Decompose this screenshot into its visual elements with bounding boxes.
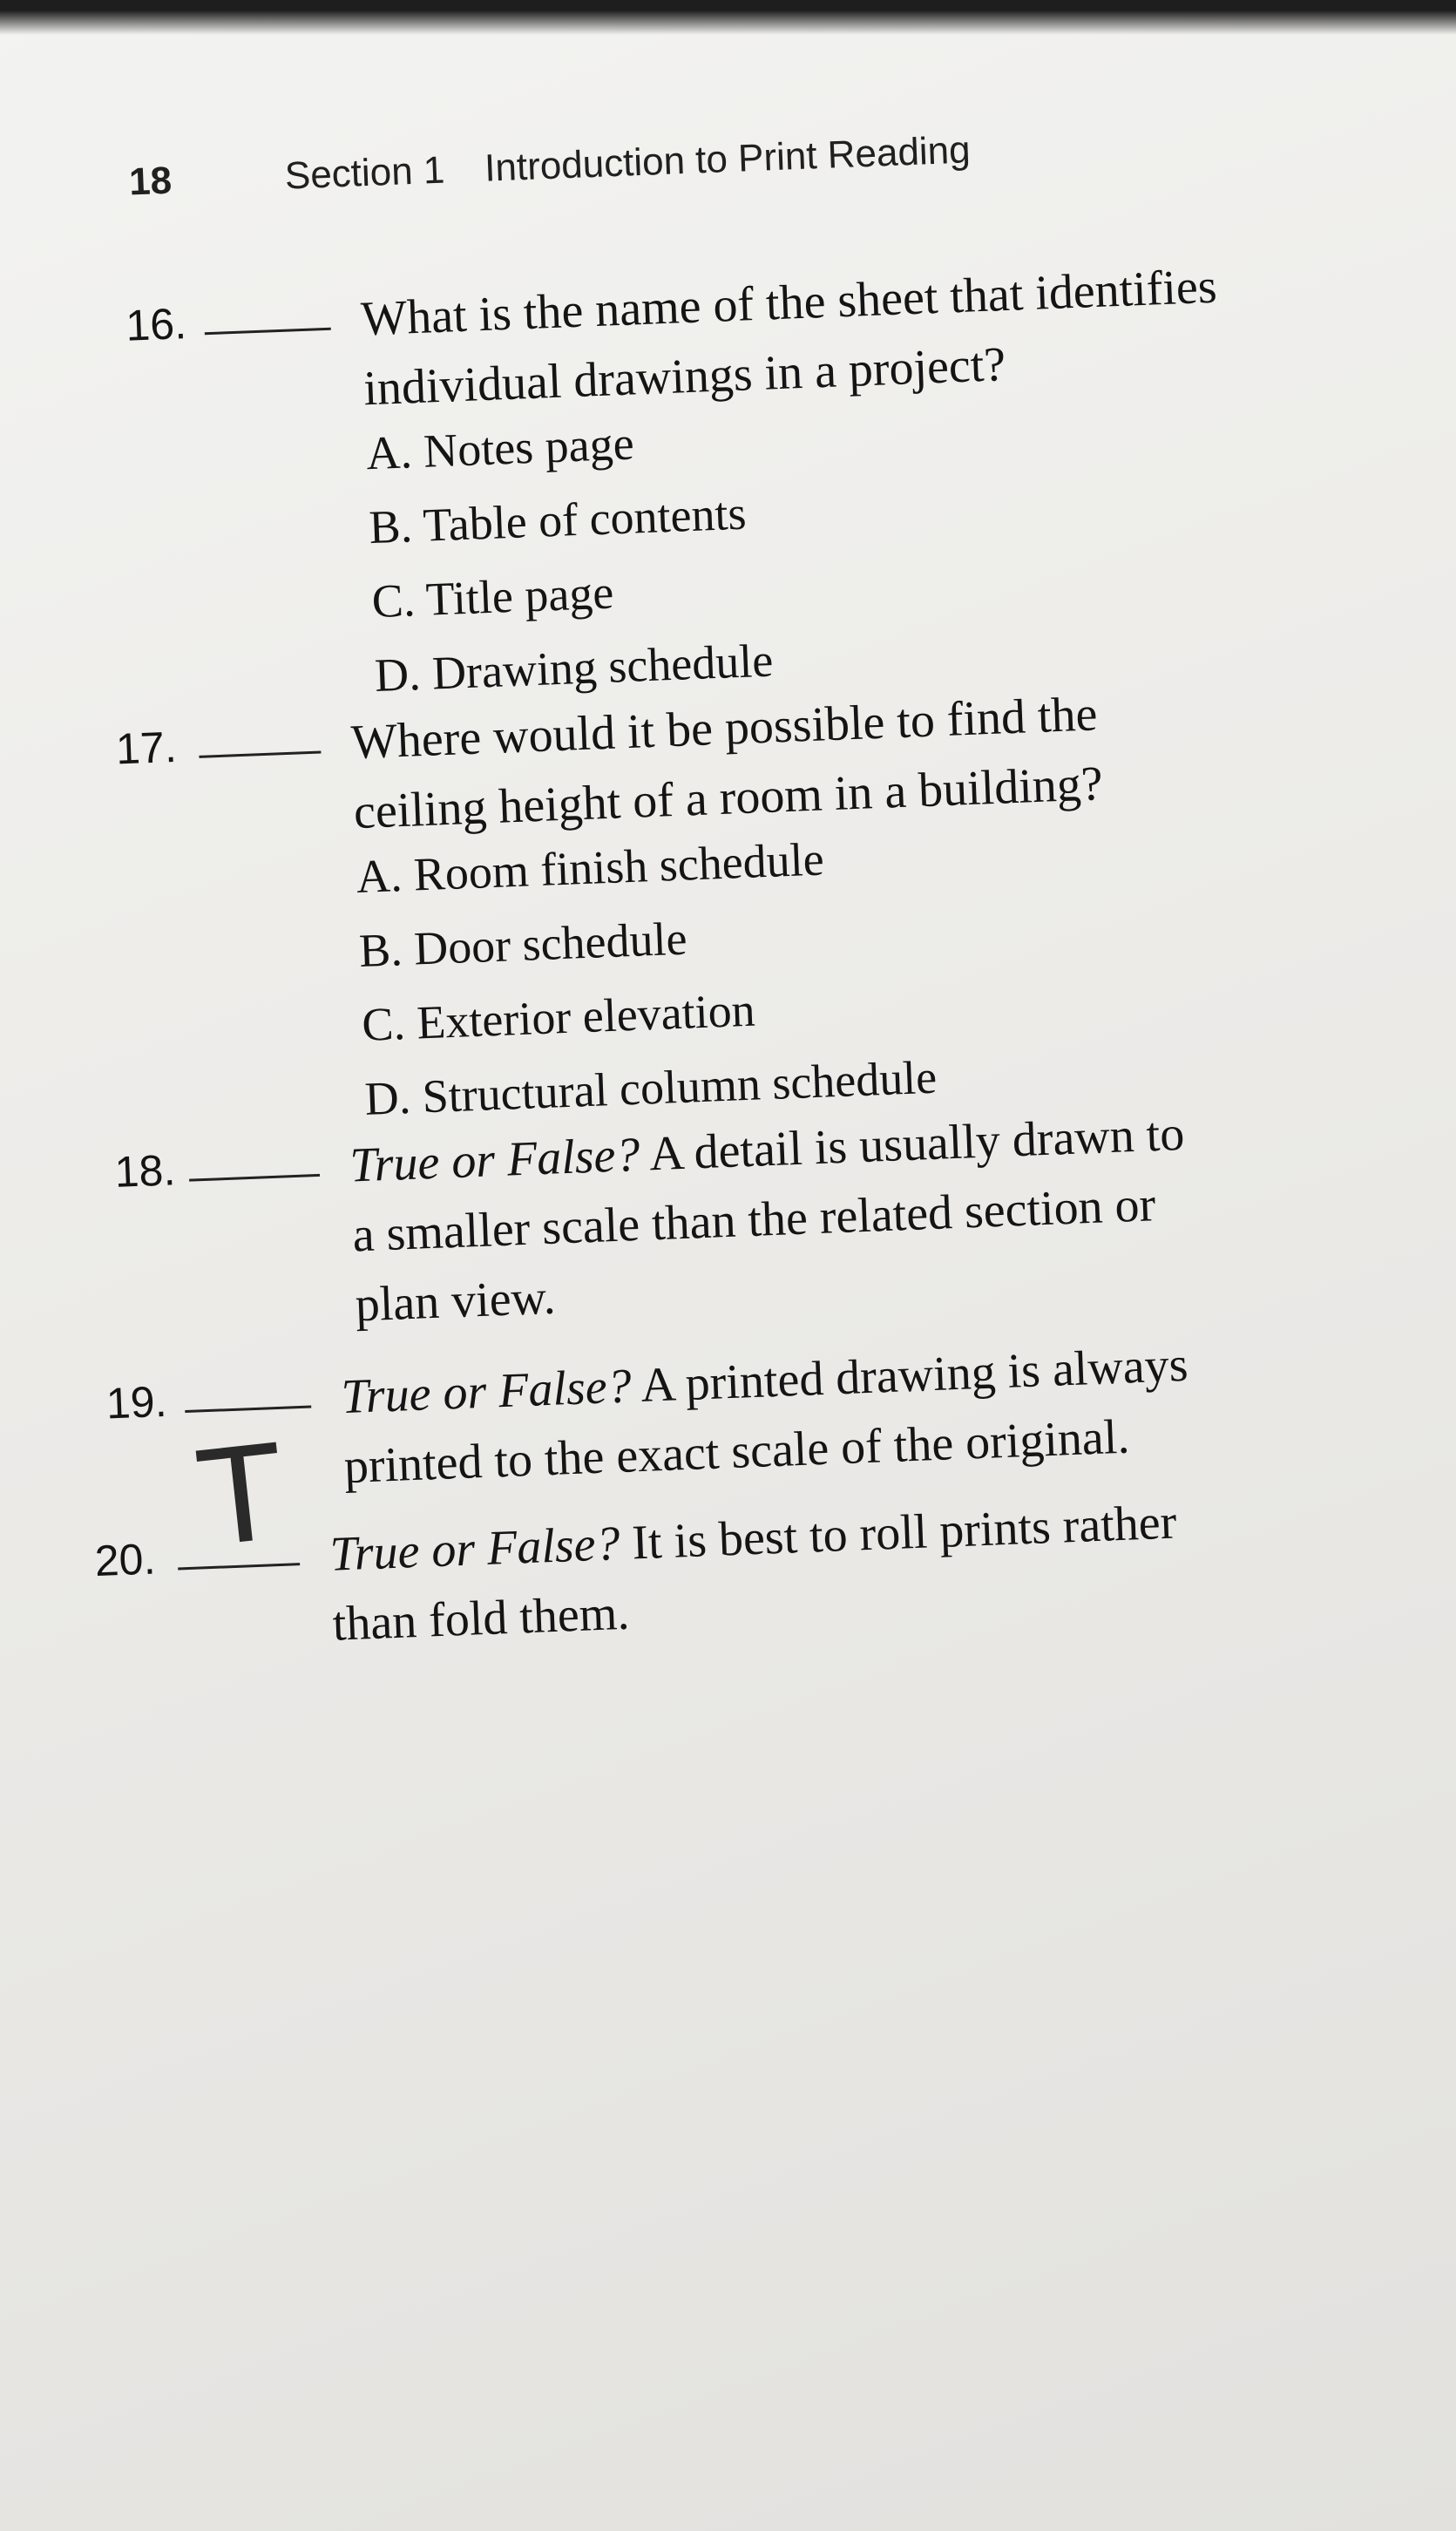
true-false-label: True or False? (349, 1127, 641, 1193)
question-stem (328, 1487, 1181, 1659)
question-number: 19. (105, 1376, 168, 1428)
option-c: C. Exterior elevation (361, 983, 756, 1051)
question-stem (349, 679, 1104, 847)
answer-blank[interactable] (185, 1405, 311, 1413)
section-label: Section 1 (284, 148, 446, 198)
option-a: A. Notes page (365, 417, 635, 480)
question-stem (340, 1330, 1192, 1502)
stem-line: ceiling height of a room in a building? (352, 757, 1104, 840)
option-d: D. Structural column schedule (363, 1050, 938, 1125)
stem-line: individual drawings in a project? (362, 337, 1007, 417)
stem-line: Where would it be possible to find the (349, 687, 1099, 770)
question-number: 18. (113, 1145, 177, 1197)
answer-blank[interactable] (205, 328, 331, 336)
true-false-label: True or False? (340, 1359, 633, 1425)
question-stem (360, 252, 1221, 424)
page-header (128, 128, 971, 204)
question-stem (349, 1099, 1191, 1340)
option-c: C. Title page (370, 566, 615, 628)
stem-line: A detail is usually drawn to (639, 1106, 1186, 1182)
option-b: B. Door schedule (358, 912, 688, 977)
question-number: 16. (125, 299, 187, 350)
option-a: A. Room finish schedule (355, 832, 825, 904)
answer-blank[interactable] (189, 1174, 320, 1182)
handwritten-answer: T (193, 1417, 289, 1578)
stem-line: printed to the exact scale of the original. (342, 1409, 1131, 1495)
option-d: D. Drawing schedule (373, 634, 775, 702)
stem-line: plan view. (354, 1270, 557, 1333)
question-number: 17. (115, 722, 178, 774)
stem-line: It is best to roll prints rather (619, 1495, 1178, 1571)
page-number: 18 (128, 159, 173, 204)
stem-line: A printed drawing is always (630, 1337, 1189, 1414)
stem-line: What is the name of the sheet that identifies (360, 259, 1218, 347)
true-false-label: True or False? (328, 1517, 621, 1582)
question-number: 20. (93, 1534, 157, 1586)
answer-blank[interactable] (199, 750, 321, 757)
stem-line: a smaller scale than the related section or (351, 1177, 1157, 1263)
stem-line: than fold them. (331, 1585, 631, 1652)
option-b: B. Table of contents (368, 486, 748, 554)
section-title: Introduction to Print Reading (484, 128, 972, 190)
